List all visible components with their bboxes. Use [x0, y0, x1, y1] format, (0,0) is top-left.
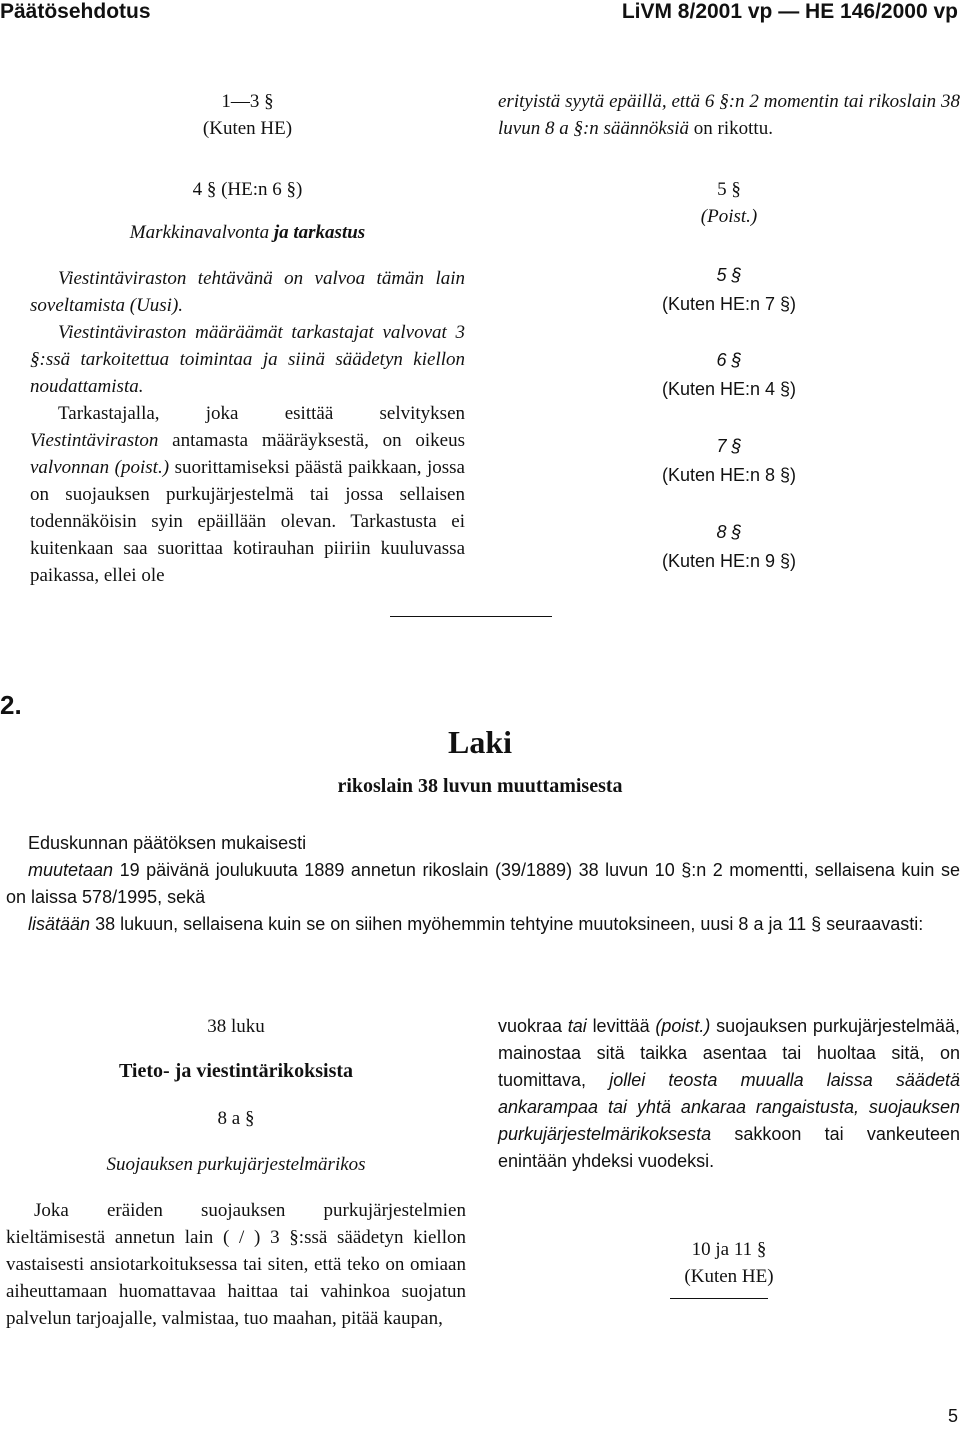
section-8 [498, 518, 960, 576]
continued-text-italic: jollei teosta muualla laissa säädetä ankarampaa tai yhtä ankaraa rangaistusta, suojauksen purkujärjestelmärikoksesta [498, 1070, 960, 1144]
paragraph-1: Viestintäviraston tehtävänä on valvoa tämän lain soveltamista (Uusi). [30, 268, 465, 316]
law-title: Laki [447, 724, 513, 760]
paragraph-3-italic: valvonnan (poist.) [30, 457, 170, 478]
section-8a-paragraph: Joka eräiden suojauksen purkujärjestelmien kieltämisestä annetun lain ( / ) 3 §:ssä säädetyn kiellon vastaisesti ansiotarkoituksessa tai siten, että teko on omiaan aiheuttamaan huomattavaa haittaa tai vahinkoa suojatun palvelun tarjoajalle, valmistaa, tuo maahan, pitää kaupan, [6, 1200, 466, 1329]
paragraph-2: Viestintäviraston määräämät tarkastajat valvovat 3 §:ssä tarkoitettua toimintaa ja siinä säädetyn kiellon noudattamista. [30, 322, 465, 397]
section-4-body [30, 265, 465, 589]
law-number: 2. [0, 690, 22, 720]
section-8a-title: Suojauksen purkujärjestelmärikos [106, 1154, 366, 1175]
law-preamble [6, 830, 960, 938]
paragraph-3-part: antamasta määräyksestä, on oikeus [172, 430, 465, 451]
section-10-11 [498, 1236, 960, 1290]
section-note: (Kuten HE:n 7 §) [661, 294, 797, 314]
section-note: (Kuten HE) [684, 1266, 774, 1287]
chapter-number: 38 luku [207, 1016, 265, 1037]
doc-type-header: Päätösehdotus [0, 0, 151, 23]
clause-keyword: lisätään [28, 914, 91, 934]
section-number: 5 § [717, 179, 741, 200]
continued-text-italic: (poist.) [655, 1016, 711, 1036]
amendment-clause [6, 857, 960, 911]
section-4-heading: 4 § (HE:n 6 §) [192, 179, 303, 200]
section-number: 5 § [716, 265, 742, 285]
section-4-title [30, 219, 465, 246]
paragraph-3-italic: Viestintäviraston [30, 430, 159, 451]
section-number: 7 § [716, 436, 742, 456]
section-8a-heading: 8 a § [217, 1108, 255, 1129]
section-title-added: ja tarkastus [273, 222, 366, 243]
continued-text-italic: tai [567, 1016, 587, 1036]
end-rule [670, 1298, 768, 1299]
continued-text: vuokraa [498, 1016, 563, 1036]
section-5-removed [498, 176, 960, 230]
clause-text: 19 päivänä joulukuuta 1889 annetun rikoslain (39/1889) 38 luvun 10 §:n 2 momentti, sellaisena kuin se on laissa 578/1995, sekä [6, 860, 960, 907]
section-number: 1—3 § [221, 91, 274, 112]
separator-rule [390, 616, 552, 617]
paragraph-3-part: Tarkastajalla, joka esittää selvityksen [58, 403, 465, 424]
continued-text: sakkoon tai vankeuteen enintään yhdeksi vuodeksi. [498, 1124, 960, 1171]
clause-keyword: muutetaan [28, 860, 114, 880]
paragraph-3 [30, 400, 465, 589]
law-subtitle: rikoslain 38 luvun muuttamisesta [337, 775, 623, 797]
paragraph-3-part: suorittamiseksi päästä paikkaan, jossa on suojauksen purkujärjestelmä tai jossa sellaisen todennäköisin syin epäillään olevan. Tarkastusta ei kuitenkaan saa suorittaa kotirauhan piiriin kuuluvassa paikassa, ellei ole [30, 457, 465, 586]
continued-text-italic: erityistä syytä epäillä, että 6 §:n 2 momentin tai rikoslain 38 luvun 8 a §:n säännöksiä [498, 91, 960, 139]
section-8a-continued [498, 1013, 960, 1175]
section-number: 8 § [716, 522, 742, 542]
continued-text: on rikottu. [693, 118, 773, 139]
enactment-clause: Eduskunnan päätöksen mukaisesti [28, 833, 307, 853]
section-note: (Kuten HE:n 9 §) [661, 551, 797, 571]
section-8a-body [6, 1197, 466, 1332]
clause-text: 38 lukuun, sellaisena kuin se on siihen myöhemmin tehtyine muutoksineen, uusi 8 a ja 11 § seuraavasti: [95, 914, 924, 934]
continued-text: suojauksen purkujärjestelmää, mainostaa sitä taikka asentaa tai huoltaa sitä, on tuomittava, [498, 1016, 960, 1090]
section-5 [498, 261, 960, 319]
section-note: (Poist.) [700, 206, 758, 227]
section-title-part: Markkinavalvonta [129, 222, 270, 243]
section-note: (Kuten HE:n 8 §) [661, 465, 797, 485]
section-note: (Kuten HE:n 4 §) [661, 379, 797, 399]
section-note: (Kuten HE) [202, 118, 293, 139]
section-7 [498, 432, 960, 490]
page-number: 5 [947, 1406, 958, 1426]
section-number: 10 ja 11 § [691, 1239, 767, 1260]
chapter-title: Tieto- ja viestintärikoksista [118, 1060, 354, 1082]
section-1-3-heading [30, 88, 465, 142]
doc-id-header: LiVM 8/2001 vp — HE 146/2000 vp [621, 0, 958, 23]
section-number: 6 § [716, 350, 742, 370]
continued-paragraph [498, 88, 960, 142]
continued-text: levittää [592, 1016, 650, 1036]
section-6 [498, 346, 960, 404]
addition-clause [6, 911, 960, 938]
